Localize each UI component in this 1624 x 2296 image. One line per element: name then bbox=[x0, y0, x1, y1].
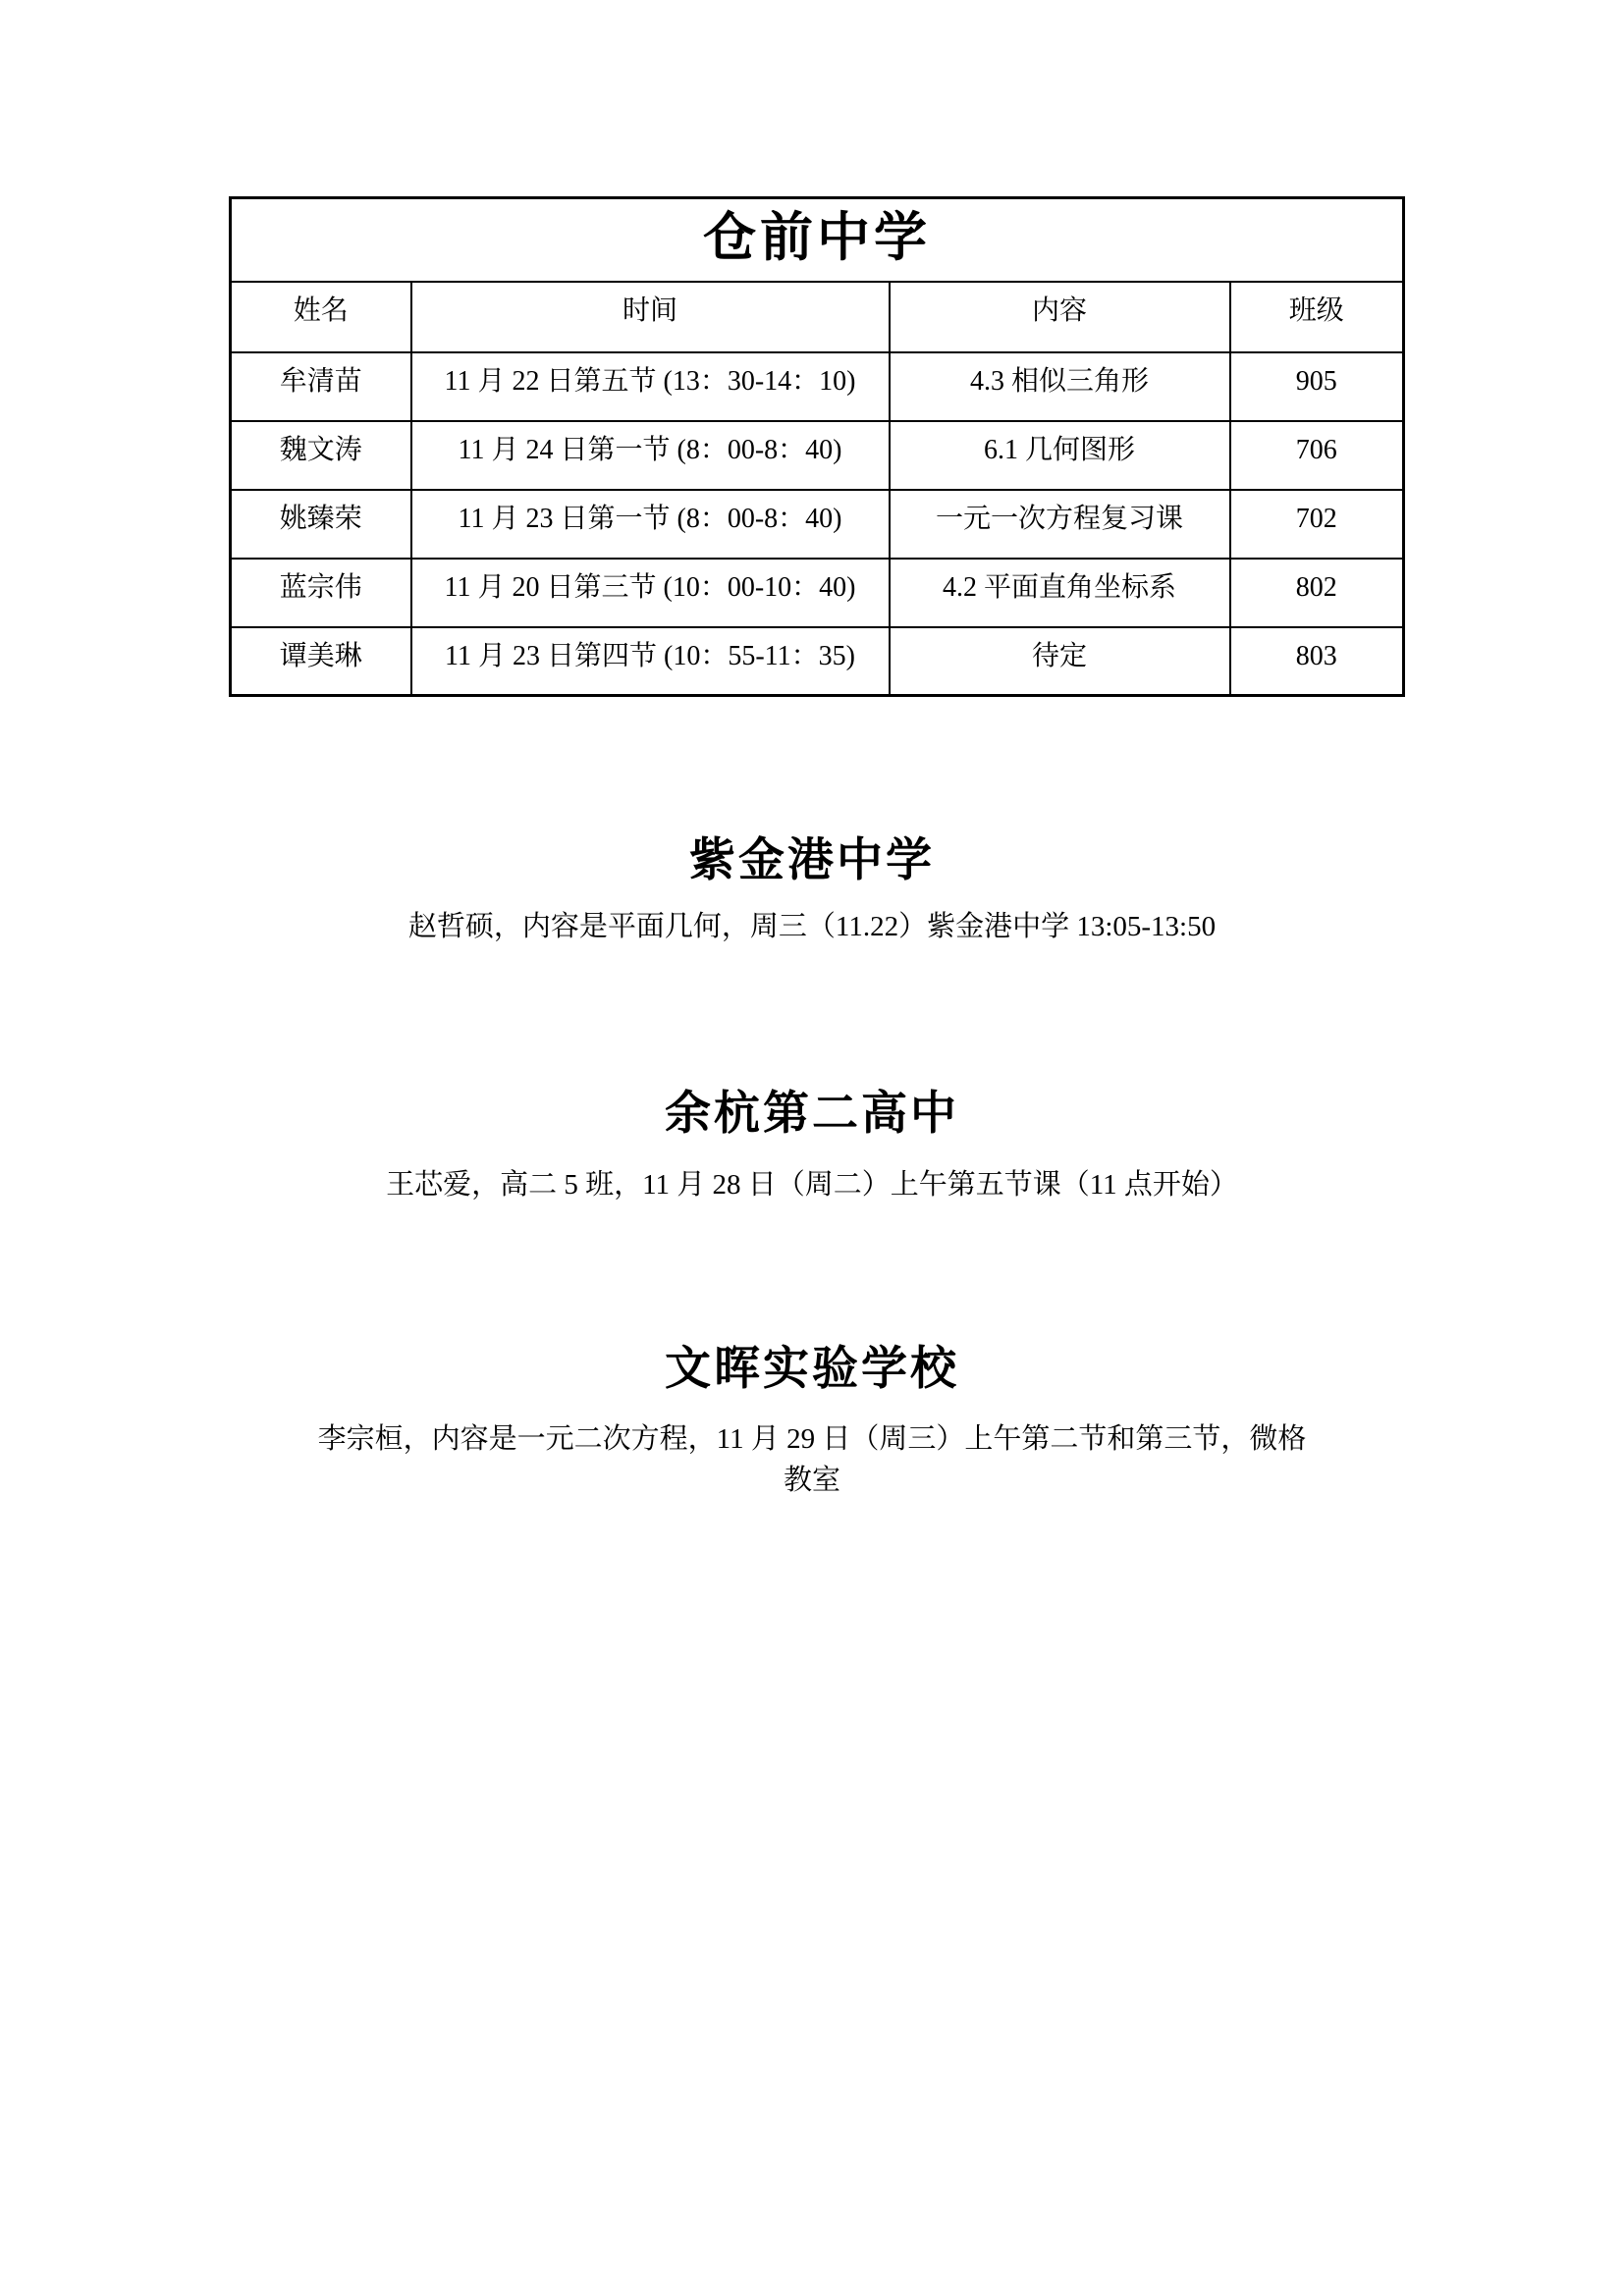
cell-time: 11 月 23 日第一节 (8：00-8：40) bbox=[411, 490, 890, 559]
table-title-row bbox=[231, 198, 1404, 282]
cell-name: 魏文涛 bbox=[231, 421, 411, 490]
cell-content: 4.2 平面直角坐标系 bbox=[890, 559, 1230, 627]
cell-class: 803 bbox=[1230, 627, 1404, 696]
section-text-wenhui-line1: 李宗桓，内容是一元二次方程，11 月 29 日（周三）上午第二节和第三节，微格 bbox=[317, 1423, 1307, 1455]
table-row bbox=[231, 627, 1404, 696]
cell-class: 706 bbox=[1230, 421, 1404, 490]
cell-content: 6.1 几何图形 bbox=[890, 421, 1230, 490]
section-text-wenhui-line2: 教室 bbox=[783, 1465, 840, 1496]
section-title-yuhang: 余杭第二高中 bbox=[665, 1089, 959, 1140]
table-row bbox=[231, 421, 1404, 490]
column-header-class: 班级 bbox=[1230, 282, 1404, 352]
cell-time: 11 月 20 日第三节 (10：00-10：40) bbox=[411, 559, 890, 627]
section-title-zijingang: 紫金港中学 bbox=[689, 835, 935, 886]
column-header-name: 姓名 bbox=[231, 282, 411, 352]
table-title: 仓前中学 bbox=[231, 198, 1404, 282]
table-row bbox=[231, 490, 1404, 559]
cell-class: 802 bbox=[1230, 559, 1404, 627]
cell-time: 11 月 23 日第四节 (10：55-11：35) bbox=[411, 627, 890, 696]
cell-class: 905 bbox=[1230, 352, 1404, 421]
cell-content: 一元一次方程复习课 bbox=[890, 490, 1230, 559]
cell-content: 4.3 相似三角形 bbox=[890, 352, 1230, 421]
table-header-row bbox=[231, 282, 1404, 352]
cell-name: 蓝宗伟 bbox=[231, 559, 411, 627]
column-header-content: 内容 bbox=[890, 282, 1230, 352]
section-text-yuhang: 王芯爱，高二 5 班，11 月 28 日（周二）上午第五节课（11 点开始） bbox=[386, 1169, 1238, 1201]
section-text-wenhui bbox=[159, 1418, 1465, 1501]
section-title-wenhui: 文晖实验学校 bbox=[665, 1344, 959, 1395]
cell-time: 11 月 22 日第五节 (13：30-14：10) bbox=[411, 352, 890, 421]
cell-name: 牟清苗 bbox=[231, 352, 411, 421]
cell-name: 谭美琳 bbox=[231, 627, 411, 696]
cell-name: 姚臻荣 bbox=[231, 490, 411, 559]
cell-time: 11 月 24 日第一节 (8：00-8：40) bbox=[411, 421, 890, 490]
column-header-time: 时间 bbox=[411, 282, 890, 352]
table-row bbox=[231, 559, 1404, 627]
cell-content: 待定 bbox=[890, 627, 1230, 696]
cell-class: 702 bbox=[1230, 490, 1404, 559]
table-row bbox=[231, 352, 1404, 421]
section-text-zijingang: 赵哲硕，内容是平面几何，周三（11.22）紫金港中学 13:05-13:50 bbox=[407, 911, 1217, 942]
cangqian-schedule-table bbox=[229, 196, 1405, 697]
